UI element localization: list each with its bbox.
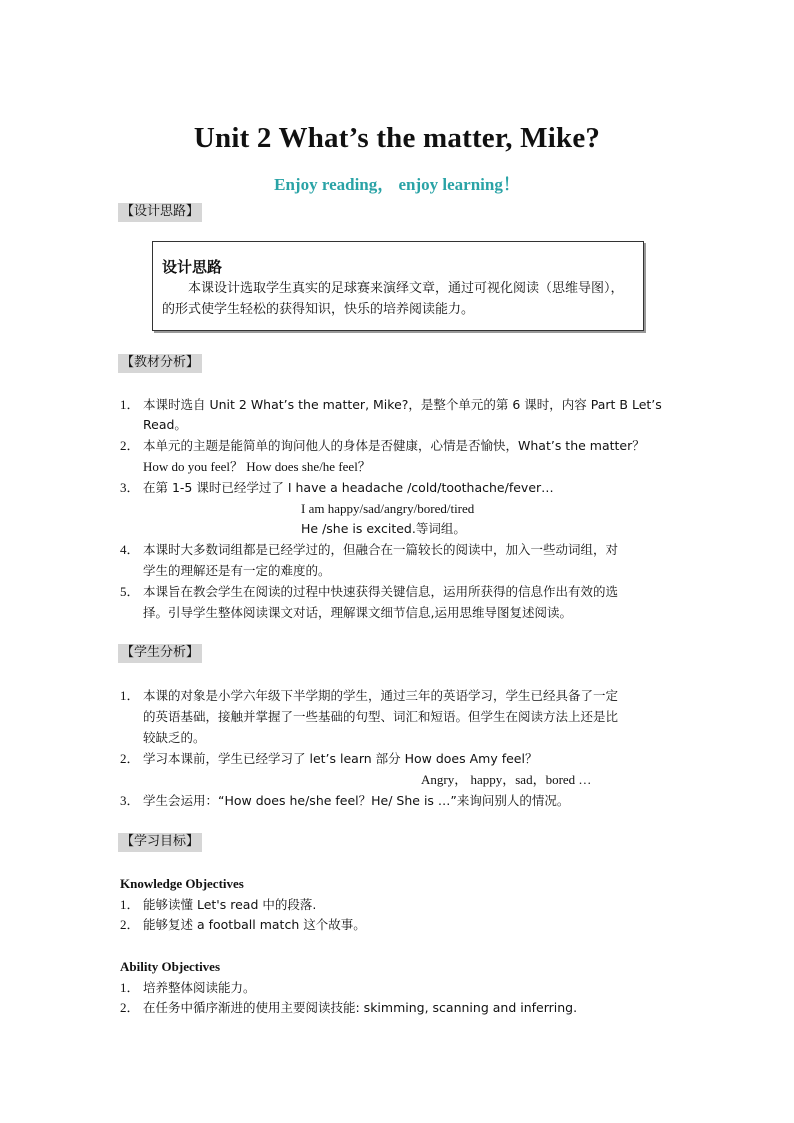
student-item-1-line-2: 的英语基础，接触并掌握了一些基础的句型、词汇和短语。但学生在阅读方法上还是比 (143, 709, 619, 724)
material-item-3-line-3: He /she is excited.等词组。 (301, 521, 466, 536)
page-title: Unit 2 What’s the matter, Mike? (193, 122, 601, 154)
student-item-2-num: 2． (120, 751, 140, 766)
knowledge-item-2-text: 能够复述 a football match 这个故事。 (143, 917, 366, 932)
material-item-4-num: 4． (120, 542, 140, 557)
knowledge-objectives-heading: Knowledge Objectives (120, 876, 244, 891)
material-item-3-line-1: 在第 1-5 课时已经学过了 I have a headache /cold/toothache/fever… (143, 480, 554, 495)
section-tag-student: 【学生分析】 (118, 644, 202, 663)
student-item-2-line-2: Angry， happy，sad，bored … (421, 772, 592, 787)
material-item-1-line-2: Read。 (143, 417, 187, 432)
ability-item-2-num: 2． (120, 1000, 140, 1015)
knowledge-item-1-num: 1． (120, 897, 140, 912)
section-tag-design: 【设计思路】 (118, 203, 202, 222)
section-tag-material: 【教材分析】 (118, 354, 202, 373)
material-item-1-line-1: 本课时选自 Unit 2 What’s the matter, Mike?，是整个单元的第 6 课时，内容 Part B Let’s (143, 397, 662, 412)
design-box-text: 本课设计选取学生真实的足球赛来演绎文章，通过可视化阅读（思维导图），的形式使学生轻松的获得知识，快乐的培养阅读能力。 (162, 281, 624, 317)
ability-item-1-num: 1． (120, 980, 140, 995)
material-item-1-num: 1． (120, 397, 140, 412)
material-item-5-line-1: 本课旨在教会学生在阅读的过程中快速获得关键信息，运用所获得的信息作出有效的选 (143, 584, 619, 599)
student-item-3-num: 3． (120, 793, 140, 808)
page-subtitle: Enjoy reading， enjoy learning！ (274, 175, 520, 194)
student-item-1-num: 1． (120, 688, 140, 703)
student-item-3-line-1: 学生会运用：“How does he/she feel？He/ She is …”来询问别人的情况。 (143, 793, 570, 808)
knowledge-item-2-num: 2． (120, 917, 140, 932)
material-item-2-line-1: 本单元的主题是能简单的询问他人的身体是否健康，心情是否愉快，What’s the matter？ (143, 438, 645, 453)
student-item-1-line-3: 较缺乏的。 (143, 730, 206, 745)
material-item-3-line-2: I am happy/sad/angry/bored/tired (301, 501, 475, 516)
student-item-2-line-1: 学习本课前，学生已经学习了 let’s learn 部分 How does Amy feel？ (143, 751, 538, 766)
material-item-4-line-2: 学生的理解还是有一定的难度的。 (143, 563, 331, 578)
material-item-2-num: 2． (120, 438, 140, 453)
knowledge-item-1-text: 能够读懂 Let's read 中的段落. (143, 897, 317, 912)
design-box-title: 设计思路 (162, 258, 223, 276)
material-item-2-line-2: How do you feel？ How does she/he feel？ (143, 459, 371, 474)
material-item-4-line-1: 本课时大多数词组都是已经学过的，但融合在一篇较长的阅读中，加入一些动词组，对 (143, 542, 619, 557)
student-item-1-line-1: 本课的对象是小学六年级下半学期的学生，通过三年的英语学习，学生已经具备了一定 (143, 688, 619, 703)
material-item-3-num: 3． (120, 480, 140, 495)
material-item-5-line-2: 择。引导学生整体阅读课文对话，理解课文细节信息,运用思维导图复述阅读。 (143, 605, 572, 620)
ability-objectives-heading: Ability Objectives (120, 959, 221, 974)
design-box (152, 241, 644, 331)
section-tag-goals: 【学习目标】 (118, 833, 202, 852)
material-item-5-num: 5． (120, 584, 140, 599)
ability-item-2-text: 在任务中循序渐进的使用主要阅读技能: skimming, scanning and inferring. (143, 1000, 578, 1015)
ability-item-1-text: 培养整体阅读能力。 (143, 980, 256, 995)
